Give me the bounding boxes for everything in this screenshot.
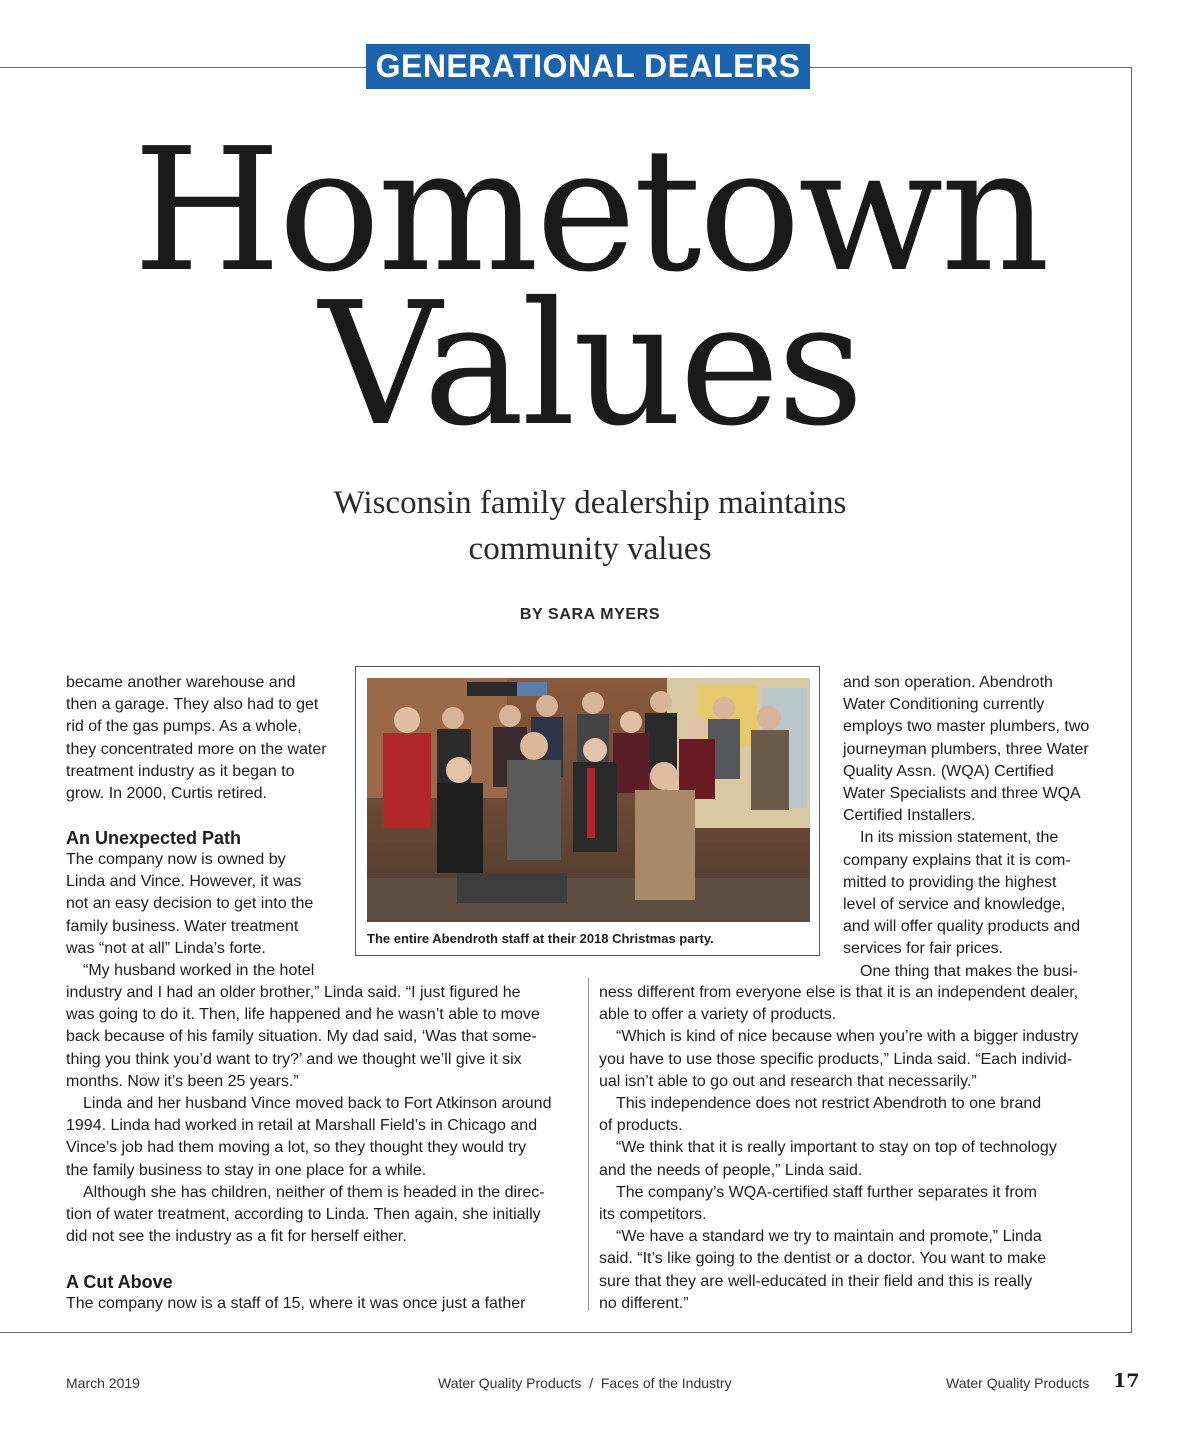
frame-rule-top-left <box>0 67 368 68</box>
frame-rule-top-right <box>808 67 1132 68</box>
column-left-last <box>66 1293 581 1315</box>
text-line: Water Specialists and three WQA <box>843 785 1081 803</box>
text-line: Linda and her husband Vince moved back to Fort Atkinson around <box>83 1095 552 1113</box>
staff-group-photo <box>367 678 810 922</box>
text-line: ness different from everyone else is that it is an independent dealer, <box>599 984 1079 1001</box>
footer-section: Water Quality Products / Faces of the Industry <box>438 1375 732 1391</box>
text-line: no different.” <box>599 1294 689 1312</box>
text-line: Linda and Vince. However, it was <box>66 873 302 891</box>
text-line: tion of water treatment, according to Linda. Then again, she initially <box>66 1206 541 1224</box>
text-line: the family business to stay in one place for a while. <box>66 1161 427 1179</box>
text-line: and the needs of people,” Linda said. <box>599 1161 863 1179</box>
text-line: In its mission statement, the <box>860 829 1059 847</box>
text-line: industry and I had an older brother,” Linda said. “I just figured he <box>66 984 521 1001</box>
text-line: and son operation. Abendroth <box>843 674 1053 691</box>
photo-figure <box>355 666 820 956</box>
text-line: The company’s WQA-certified staff further separates it from <box>616 1183 1037 1201</box>
column-left-top <box>66 672 346 805</box>
text-line: became another warehouse and <box>66 674 296 691</box>
column-right-top <box>843 672 1123 983</box>
text-line: company explains that it is com- <box>843 851 1071 869</box>
headline-line-2: Values <box>318 266 862 464</box>
text-line: family business. Water treatment <box>66 917 299 935</box>
text-line: Certified Installers. <box>843 807 976 825</box>
text-line: back because of his family situation. My dad said, ‘Was that some- <box>66 1028 537 1046</box>
staff-photo-illustration <box>367 678 810 922</box>
text-line: The company now is a staff of 15, where it was once just a father <box>66 1295 526 1312</box>
text-line: 1994. Linda had worked in retail at Marshall Field’s in Chicago and <box>66 1117 538 1135</box>
deck-line-1: Wisconsin family dealership maintains <box>333 485 847 521</box>
subhead-unexpected-path: An Unexpected Path <box>66 828 242 848</box>
text-line: able to offer a variety of products. <box>599 1006 837 1024</box>
text-line: “Which is kind of nice because when you’re with a bigger industry <box>616 1028 1079 1046</box>
text-line: said. “It’s like going to the dentist or a doctor. You want to make <box>599 1250 1047 1268</box>
photo-caption: The entire Abendroth staff at their 2018 Christmas party. <box>367 931 714 946</box>
byline: BY SARA MYERS <box>519 606 661 623</box>
text-line: The company now is owned by <box>66 851 286 868</box>
text-line: did not see the industry as a fit for herself either. <box>66 1228 407 1246</box>
column-right-wide <box>599 982 1119 1315</box>
text-line: not an easy decision to get into the <box>66 895 314 913</box>
text-line: grow. In 2000, Curtis retired. <box>66 785 267 803</box>
text-line: they concentrated more on the water <box>66 740 327 758</box>
section-kicker: GENERATIONAL DEALERS <box>366 44 810 89</box>
text-line: “My husband worked in the hotel <box>83 962 315 980</box>
text-line: ual isn’t able to go out and research that necessarily.” <box>599 1072 977 1090</box>
text-line: Water Conditioning currently <box>843 696 1045 714</box>
column-left-mid <box>66 849 346 982</box>
text-line: rid of the gas pumps. As a whole, <box>66 718 302 736</box>
footer-date: March 2019 <box>66 1375 140 1391</box>
text-line: then a garage. They also had to get <box>66 696 319 714</box>
text-line: level of service and knowledge, <box>843 896 1066 914</box>
text-line: was going to do it. Then, life happened and he wasn’t able to move <box>66 1006 540 1024</box>
text-line: sure that they are well-educated in their field and this is really <box>599 1272 1033 1290</box>
text-line: you have to use those specific products,” Linda said. “Each individ- <box>599 1050 1073 1068</box>
deck <box>240 480 940 572</box>
text-line: Vince’s job had them moving a lot, so they thought they would try <box>66 1139 527 1157</box>
text-line: employs two master plumbers, two <box>843 718 1090 736</box>
text-line: services for fair prices. <box>843 940 1004 958</box>
headline-line-1: Hometown <box>132 112 1048 310</box>
text-line: journeyman plumbers, three Water <box>843 740 1089 758</box>
text-line: months. Now it’s been 25 years.” <box>66 1072 299 1090</box>
text-line: treatment industry as it began to <box>66 762 295 780</box>
text-line: Quality Assn. (WQA) Certified <box>843 762 1054 780</box>
text-line: “We have a standard we try to maintain and promote,” Linda <box>616 1228 1042 1246</box>
text-line: and will offer quality products and <box>843 918 1081 936</box>
text-line: of products. <box>599 1117 683 1135</box>
text-line: its competitors. <box>599 1206 707 1224</box>
text-line: “We think that it is really important to stay on top of technology <box>616 1139 1057 1157</box>
deck-line-2: community values <box>468 531 712 567</box>
column-left-wide <box>66 982 581 1248</box>
frame-rule-bottom <box>0 1332 1132 1333</box>
text-line: mitted to providing the highest <box>843 873 1057 891</box>
subhead-a-cut-above: A Cut Above <box>66 1272 173 1292</box>
text-line: This independence does not restrict Abendroth to one brand <box>616 1095 1042 1113</box>
text-line: One thing that makes the busi- <box>860 962 1078 980</box>
column-divider <box>588 978 589 1311</box>
text-line: thing you think you’d want to try?’ and we thought we’ll give it six <box>66 1050 522 1068</box>
text-line: Although she has children, neither of them is headed in the direc- <box>83 1183 545 1201</box>
page-number: 17 <box>1113 1370 1140 1392</box>
text-line: was “not at all” Linda’s forte. <box>66 939 266 957</box>
footer-publication: Water Quality Products <box>946 1375 1090 1391</box>
